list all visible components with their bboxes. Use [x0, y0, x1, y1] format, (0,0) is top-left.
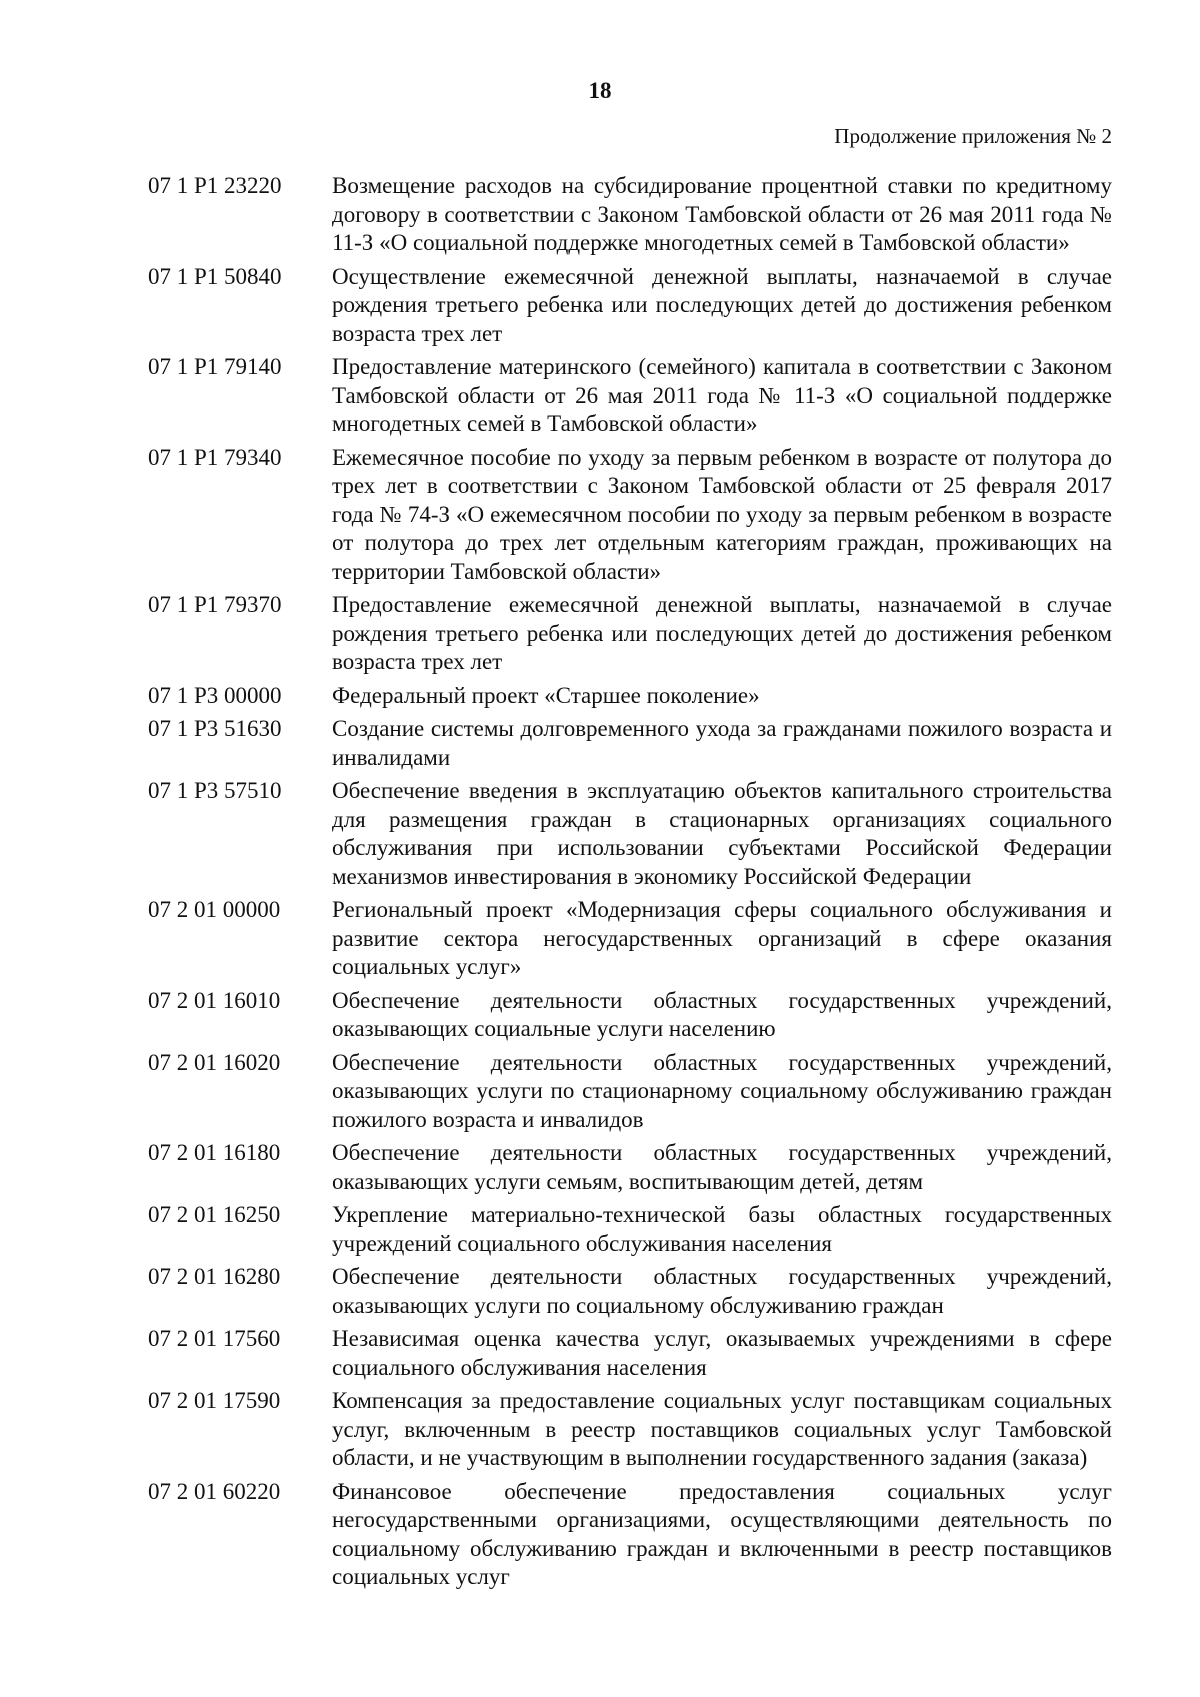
list-item: [148, 715, 1112, 772]
entry-code: 07 1 P3 00000: [148, 682, 282, 708]
list-item: [148, 1387, 1112, 1473]
entry-description: Возмещение расходов на субсидирование процентной ставки по кредитному договору в соответствии с Законом Тамбовской области от 26 мая 2011 года № 11-З «О социальной поддержке многодетных семей в Тамбовской области»: [332, 173, 1112, 255]
entry-description: Обеспечение деятельности областных государственных учреждений, оказывающих услуги по социальному обслуживанию граждан: [332, 1264, 1112, 1318]
list-item: [148, 1139, 1112, 1196]
entry-description: Укрепление материально-технической базы областных государственных учреждений социального обслуживания населения: [332, 1202, 1112, 1256]
entry-code: 07 1 P1 23220: [148, 173, 282, 198]
entry-description: Предоставление ежемесячной денежной выплаты, назначаемой в случае рождения третьего ребенка или последующих детей до достижения ребенком возраста трех лет: [332, 592, 1112, 674]
entry-description: Обеспечение деятельности областных государственных учреждений, оказывающих социальные услуги населению: [332, 987, 1112, 1041]
entry-description: Финансовое обеспечение предоставления социальных услуг негосударственными организациями, осуществляющими деятельность по социальному обслуживанию граждан и включенными в реестр поставщиков социальных услуг: [332, 1478, 1112, 1589]
entry-code: 07 2 01 16280: [148, 1264, 281, 1289]
entry-description: Федеральный проект «Старшее поколение»: [332, 682, 760, 708]
entry-code: 07 2 01 00000: [148, 897, 281, 922]
list-item: [148, 777, 1112, 891]
entry-code: 07 2 01 16180: [148, 1140, 281, 1165]
entry-code: 07 2 01 16250: [148, 1202, 281, 1227]
page-number: 18: [588, 78, 612, 103]
entry-code: 07 1 P1 79340: [148, 444, 282, 470]
list-item: [148, 444, 1112, 587]
list-item: [148, 987, 1112, 1044]
entry-description: Региональный проект «Модернизация сферы социального обслуживания и развитие сектора негосударственных организаций в сфере оказания социальных услуг»: [332, 897, 1112, 979]
entry-code: 07 1 P1 79370: [148, 592, 282, 617]
entry-code: 07 2 01 16010: [148, 987, 281, 1013]
entry-code: 07 1 P1 50840: [148, 263, 282, 289]
entry-description: Создание системы долговременного ухода за гражданами пожилого возраста и инвалидами: [332, 716, 1112, 770]
entry-code: 07 1 P3 51630: [148, 716, 282, 741]
list-item: [148, 682, 1112, 711]
list-item: [148, 1478, 1112, 1592]
entry-description: Независимая оценка качества услуг, оказываемых учреждениями в сфере социального обслуживания населения: [332, 1326, 1112, 1380]
entry-code: 07 2 01 60220: [148, 1478, 281, 1504]
budget-code-list: [148, 172, 1112, 1597]
list-item: [148, 353, 1112, 439]
list-item: [148, 1049, 1112, 1135]
entry-description: Обеспечение деятельности областных государственных учреждений, оказывающих услуги по стационарному социальному обслуживанию граждан пожилого возраста и инвалидов: [332, 1049, 1112, 1132]
entry-code: 07 2 01 17560: [148, 1326, 281, 1351]
entry-description: Ежемесячное пособие по уходу за первым ребенком в возрасте от полутора до трех лет в соответствии с Законом Тамбовской области от 25 февраля 2017 года № 74-З «О ежемесячном пособии по уходу за первым ребенком в возрасте от полутора до трех лет отдельным категориям граждан, проживающих на территории Тамбовской области»: [332, 444, 1112, 584]
list-item: [148, 591, 1112, 677]
entry-description: Предоставление материнского (семейного) капитала в соответствии с Законом Тамбовской области от 26 мая 2011 года № 11-З «О социальной поддержке многодетных семей в Тамбовской области»: [332, 354, 1112, 436]
list-item: [148, 896, 1112, 982]
entry-description: Обеспечение введения в эксплуатацию объектов капитального строительства для размещения граждан в стационарных организациях социального обслуживания при использовании субъектами Российской Федерации механизмов инвестирования в экономику Российской Федерации: [332, 778, 1112, 889]
entry-description: Компенсация за предоставление социальных услуг поставщикам социальных услуг, включенным в реестр поставщиков социальных услуг Тамбовской области, и не участвующим в выполнении государственного задания (заказа): [332, 1388, 1112, 1470]
entry-code: 07 2 01 17590: [148, 1388, 281, 1413]
entry-code: 07 1 P3 57510: [148, 778, 282, 803]
entry-code: 07 1 P1 79140: [148, 354, 282, 379]
list-item: [148, 1325, 1112, 1382]
entry-description: Осуществление ежемесячной денежной выплаты, назначаемой в случае рождения третьего ребенка или последующих детей до достижения ребенком возраста трех лет: [332, 263, 1112, 346]
entry-code: 07 2 01 16020: [148, 1049, 281, 1075]
list-item: [148, 1263, 1112, 1320]
list-item: [148, 263, 1112, 349]
continuation-label: Продолжение приложения № 2: [834, 124, 1112, 148]
entry-description: Обеспечение деятельности областных государственных учреждений, оказывающих услуги семьям, воспитывающим детей, детям: [332, 1140, 1112, 1194]
list-item: [148, 1201, 1112, 1258]
list-item: [148, 172, 1112, 258]
